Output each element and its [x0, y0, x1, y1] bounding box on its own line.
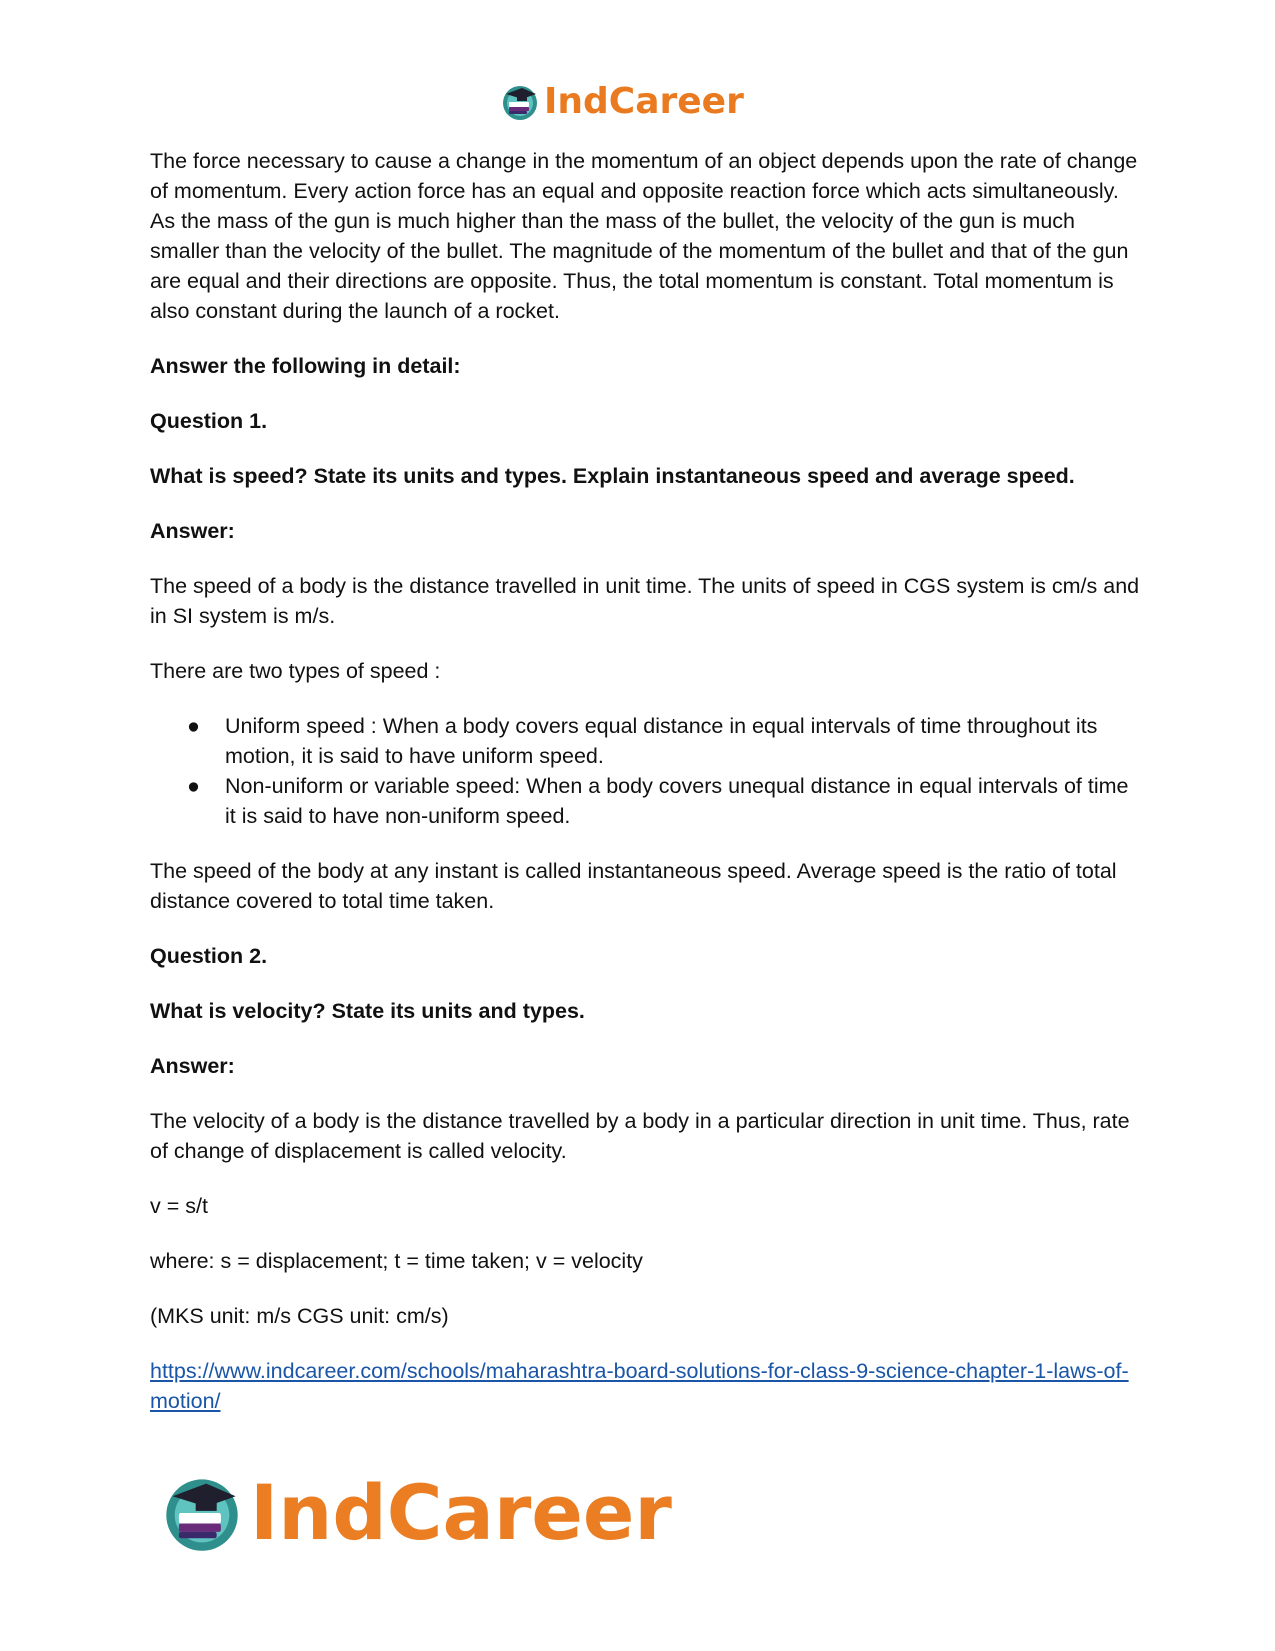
document-body: [150, 146, 1140, 1416]
question-2-label: Question 2.: [150, 944, 268, 968]
section-heading: Answer the following in detail:: [150, 354, 461, 378]
question-1-label: Question 1.: [150, 409, 268, 433]
answer-1-label: Answer:: [150, 519, 235, 543]
list-item: [187, 771, 1140, 831]
answer-1-instantaneous: The speed of the body at any instant is called instantaneous speed. Average speed is the ratio of total distance covered to total time taken.: [150, 859, 1117, 913]
graduation-cap-logo-icon: [500, 82, 540, 122]
logo-wordmark: IndCareer: [250, 1468, 672, 1557]
logo-wordmark: IndCareer: [544, 81, 744, 122]
question-2-text: What is velocity? State its units and types.: [150, 999, 585, 1023]
intro-paragraph: The force necessary to cause a change in the momentum of an object depends upon the rate of change of momentum. Every action force has an equal and opposite reaction force which acts simultaneously. As the mass of the gun is much higher than the mass of the bullet, the velocity of the gun is much smaller than the velocity of the bullet. The magnitude of the momentum of the bullet and that of the gun are equal and their directions are opposite. Thus, the total momentum is constant. Total momentum is also constant during the launch of a rocket.: [150, 149, 1138, 323]
graduation-cap-logo-icon: [160, 1471, 244, 1555]
answer-2-label: Answer:: [150, 1054, 235, 1078]
list-item-text: Non-uniform or variable speed: When a body covers unequal distance in equal intervals of time it is said to have non-uniform speed.: [225, 774, 1129, 828]
source-link-paragraph: [150, 1356, 1140, 1416]
speed-types-list: [150, 711, 1140, 831]
list-item-text: Uniform speed : When a body covers equal distance in equal intervals of time throughout its motion, it is said to have uniform speed.: [225, 714, 1098, 768]
bullet-icon: ●: [187, 714, 200, 738]
velocity-formula: v = s/t: [150, 1194, 208, 1218]
answer-1-types-intro: There are two types of speed :: [150, 659, 441, 683]
footer-logo: [160, 1468, 672, 1558]
header-logo: [500, 80, 744, 124]
velocity-units: (MKS unit: m/s CGS unit: cm/s): [150, 1304, 449, 1328]
answer-2-paragraph: The velocity of a body is the distance travelled by a body in a particular direction in unit time. Thus, rate of change of displacement is called velocity.: [150, 1109, 1130, 1163]
question-1-text: What is speed? State its units and types. Explain instantaneous speed and average speed.: [150, 464, 1075, 488]
answer-1-paragraph: The speed of a body is the distance travelled in unit time. The units of speed in CGS system is cm/s and in SI system is m/s.: [150, 574, 1140, 628]
bullet-icon: ●: [187, 774, 200, 798]
formula-legend: where: s = displacement; t = time taken; v = velocity: [150, 1249, 643, 1273]
source-link[interactable]: https://www.indcareer.com/schools/maharashtra-board-solutions-for-class-9-science-chapter-1-laws-of-motion/: [150, 1359, 1129, 1413]
list-item: [187, 711, 1140, 771]
